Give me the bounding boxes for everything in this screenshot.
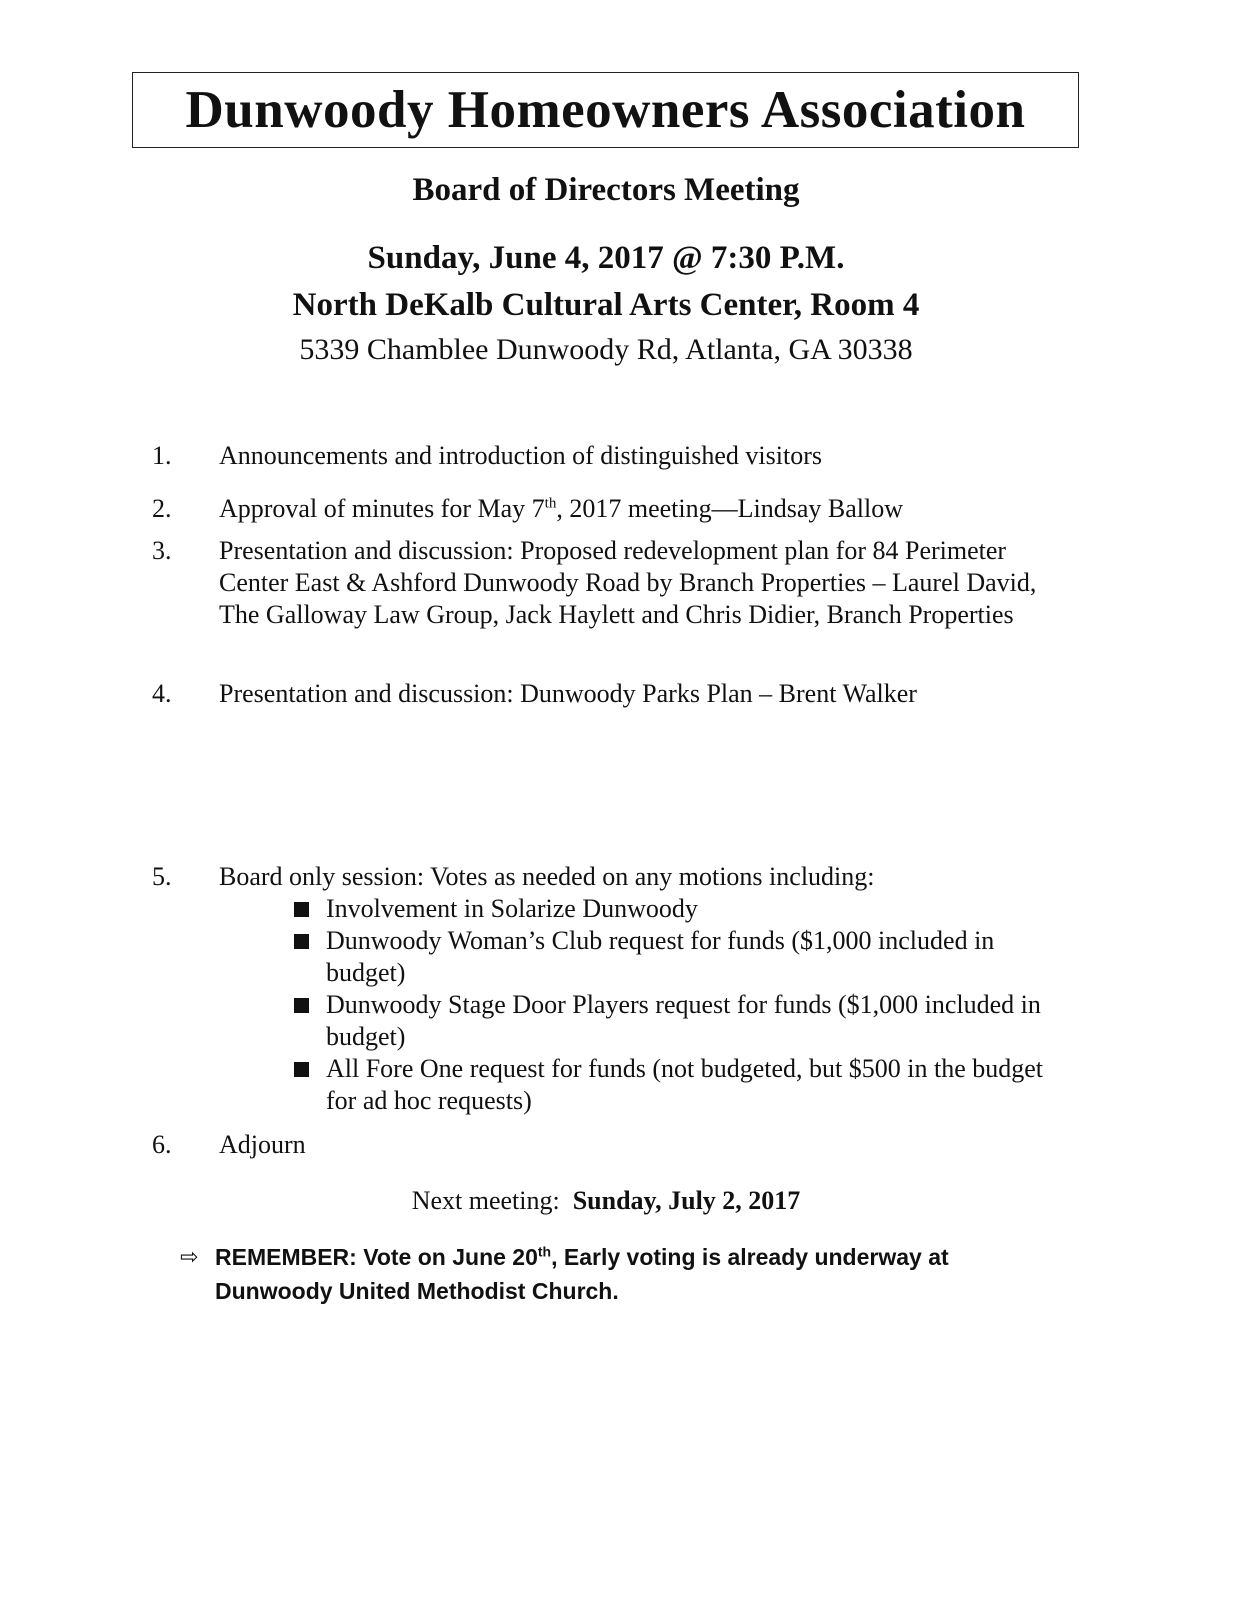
sub-item-text: Involvement in Solarize Dunwoody	[326, 894, 698, 923]
sub-item-text: Dunwoody Stage Door Players request for funds ($1,000 included in budget)	[326, 990, 1041, 1051]
agenda-item-number: 3.	[152, 536, 172, 565]
meeting-date-time: Sunday, June 4, 2017 @ 7:30 P.M.	[367, 240, 845, 276]
meeting-address: 5339 Chamblee Dunwoody Rd, Atlanta, GA 30338	[299, 333, 913, 366]
square-bullet-icon	[294, 998, 309, 1013]
next-meeting-date: Sunday, July 2, 2017	[572, 1186, 801, 1215]
square-bullet-icon	[294, 1062, 309, 1077]
agenda-item-text: Board only session: Votes as needed on any motions including:	[219, 862, 875, 891]
agenda-item-number: 4.	[152, 679, 172, 708]
square-bullet-icon	[294, 934, 309, 949]
agenda-item-number: 1.	[152, 441, 172, 470]
ordinal-suffix: th	[537, 1243, 552, 1260]
reminder-text-part: , Early voting is already underway at Dunwoody United Methodist Church.	[215, 1244, 949, 1304]
agenda-item-number: 6.	[152, 1130, 172, 1159]
agenda-item-text-part: Approval of minutes for May 7	[219, 494, 545, 523]
ordinal-suffix: th	[544, 495, 557, 512]
square-bullet-icon	[294, 902, 309, 917]
next-meeting-label: Next meeting:	[411, 1186, 560, 1215]
agenda-item-text: Presentation and discussion: Dunwoody Parks Plan – Brent Walker	[219, 679, 917, 708]
agenda-item-text: Adjourn	[219, 1130, 306, 1159]
next-meeting	[0, 1186, 1212, 1216]
meeting-venue: North DeKalb Cultural Arts Center, Room 4	[292, 287, 920, 323]
agenda-item-text-part: , 2017 meeting—Lindsay Ballow	[556, 494, 903, 523]
sub-item-text: Dunwoody Woman’s Club request for funds ($1,000 included in budget)	[326, 926, 995, 987]
agenda-item-number: 2.	[152, 494, 172, 523]
agenda-item-text: Presentation and discussion: Proposed redevelopment plan for 84 Perimeter Center East & Ashford Dunwoody Road by Branch Properties – Laurel David, The Galloway Law Group, Jack Haylett and Chris Didier, Branch Properties	[219, 536, 1037, 629]
sub-item-text: All Fore One request for funds (not budgeted, but $500 in the budget for ad hoc requests)	[326, 1054, 1044, 1115]
agenda-item-text	[219, 493, 1069, 525]
meeting-subtitle: Board of Directors Meeting	[412, 172, 800, 208]
agenda-item-number: 5.	[152, 862, 172, 891]
reminder-text-part: REMEMBER: Vote on June 20	[215, 1244, 538, 1270]
reminder-text	[215, 1240, 1035, 1308]
title-box	[132, 72, 1079, 148]
agenda-item-text: Announcements and introduction of distinguished visitors	[219, 441, 822, 470]
page-title: Dunwoody Homeowners Association	[185, 81, 1026, 139]
arrow-right-icon: ⇨	[180, 1244, 199, 1269]
